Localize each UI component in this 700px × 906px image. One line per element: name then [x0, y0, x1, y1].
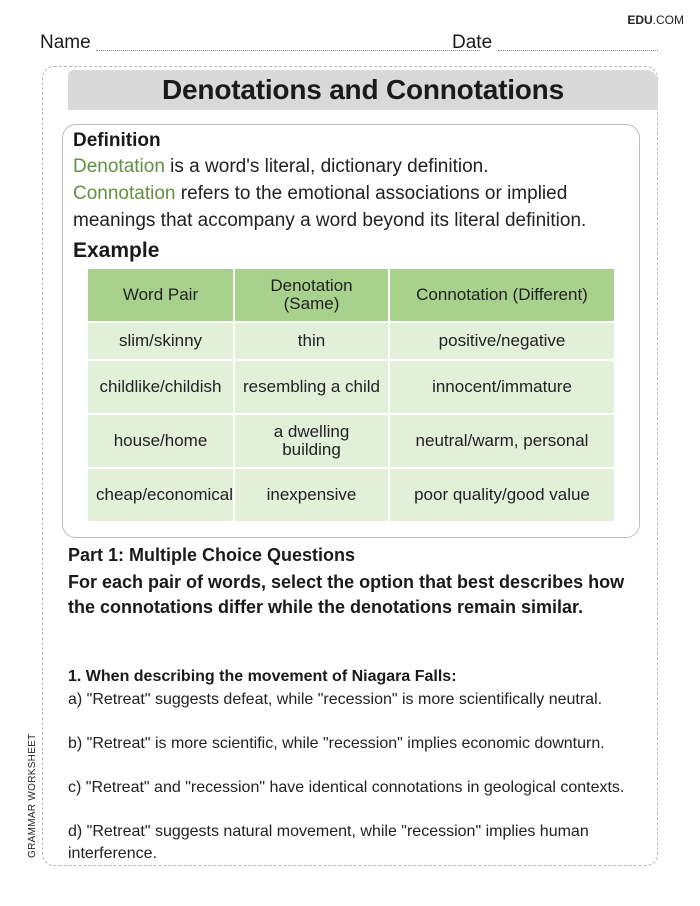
denotation-cell: thin [234, 322, 389, 360]
connotation-cell: innocent/immature [389, 360, 615, 414]
option-b[interactable]: b) "Retreat" is more scientific, while "recession" implies economic downturn. [68, 735, 605, 752]
word-pair-cell: childlike/childish [87, 360, 234, 414]
word-pair-cell: cheap/economical [87, 468, 234, 522]
denotation-cell: resembling a child [234, 360, 389, 414]
table-row [87, 322, 615, 360]
option-d[interactable]: d) "Retreat" suggests natural movement, while "recession" implies human interference. [68, 823, 589, 862]
denotation-cell: a dwelling building [234, 414, 389, 468]
column-header-connotation: Connotation (Different) [389, 268, 615, 322]
table-row [87, 468, 615, 522]
side-label: GRAMMAR WORKSHEET [27, 733, 38, 858]
name-label: Name [40, 32, 91, 53]
name-field[interactable] [96, 50, 480, 51]
example-heading: Example [73, 239, 160, 262]
brand-logo: EDU.COM [627, 13, 684, 27]
denotation-definition: Denotation is a word's literal, dictionary definition. [73, 156, 489, 177]
part-1-heading: Part 1: Multiple Choice Questions [68, 545, 356, 565]
part-1-instructions: For each pair of words, select the option that best describes how the connotations differ while the denotations remain similar. [68, 572, 625, 617]
connotation-definition-continued: meanings that accompany a word beyond its literal definition. [73, 210, 587, 231]
option-a[interactable]: a) "Retreat" suggests defeat, while "recession" is more scientifically neutral. [68, 691, 603, 708]
example-table [86, 267, 616, 523]
date-label: Date [452, 32, 493, 53]
denotation-cell: inexpensive [234, 468, 389, 522]
column-header-denotation: Denotation (Same) [234, 268, 389, 322]
connotation-cell: poor quality/good value [389, 468, 615, 522]
denotation-term: Denotation [73, 156, 165, 177]
name-date-row [40, 30, 658, 54]
connotation-cell: neutral/warm, personal [389, 414, 615, 468]
date-field[interactable] [498, 50, 658, 51]
connotation-cell: positive/negative [389, 322, 615, 360]
word-pair-cell: house/home [87, 414, 234, 468]
table-row [87, 414, 615, 468]
connotation-term: Connotation [73, 183, 176, 204]
table-header-row [87, 268, 615, 322]
word-pair-cell: slim/skinny [87, 322, 234, 360]
definition-heading: Definition [73, 130, 161, 151]
title-bar [68, 70, 658, 110]
table-row [87, 360, 615, 414]
question-1-prompt: 1. When describing the movement of Niagara Falls: [68, 668, 457, 685]
option-c[interactable]: c) "Retreat" and "recession" have identical connotations in geological contexts. [68, 779, 625, 796]
page-title: Denotations and Connotations [162, 74, 564, 105]
column-header-word-pair: Word Pair [87, 268, 234, 322]
connotation-definition: Connotation refers to the emotional associations or implied [73, 183, 568, 204]
